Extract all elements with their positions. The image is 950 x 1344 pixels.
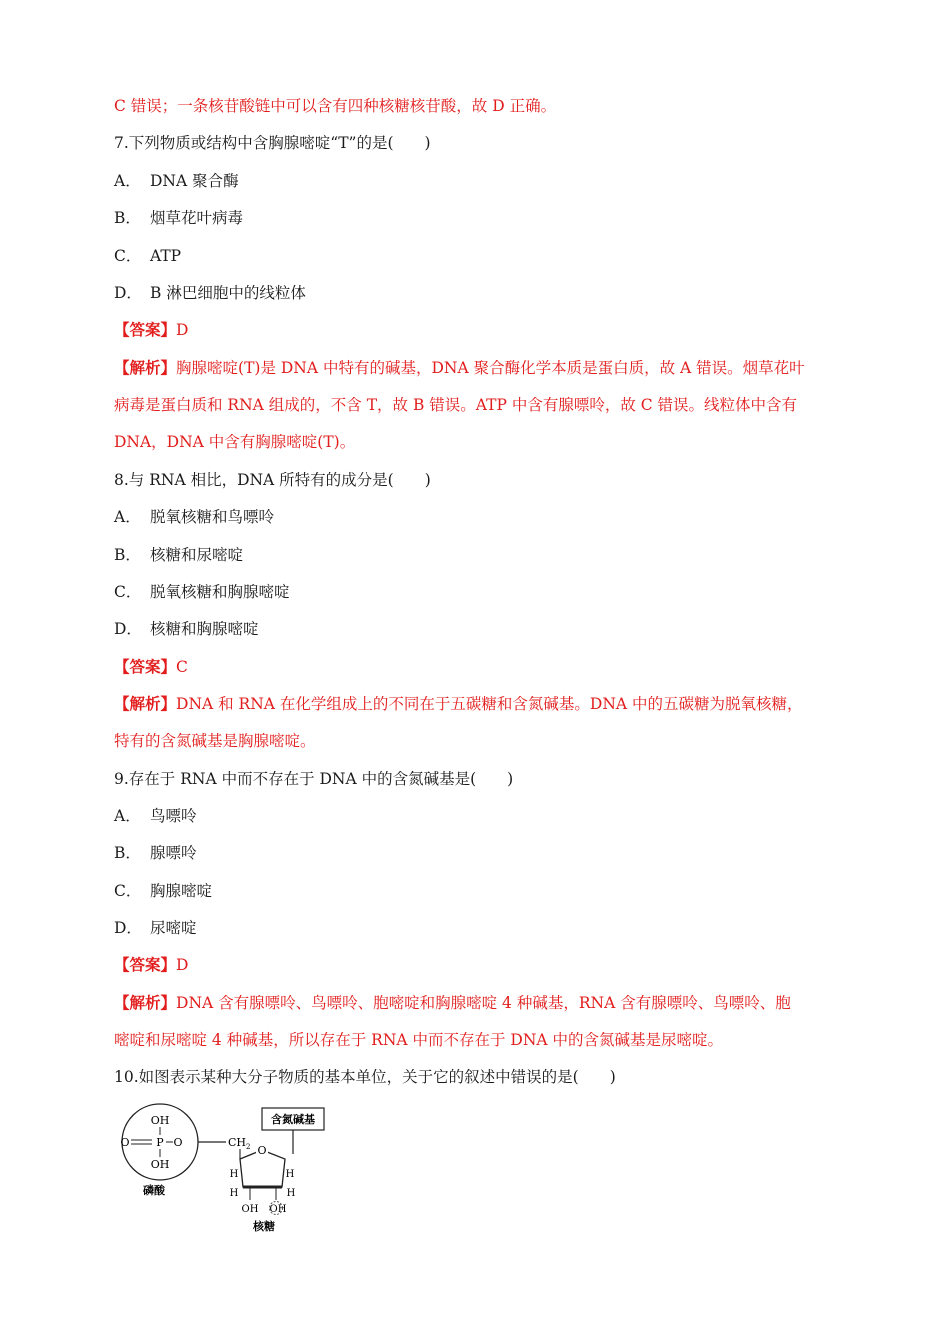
phosphate-oh-top: OH [150, 1114, 170, 1127]
option-letter: C． [114, 247, 142, 265]
h-label-2: H [285, 1169, 295, 1180]
q9-option-a [114, 806, 197, 826]
answer-value: D [176, 956, 189, 974]
option-letter: B． [114, 844, 141, 862]
q8-option-c [114, 582, 290, 602]
q7-option-c [114, 246, 181, 266]
option-letter: D． [114, 919, 142, 937]
h-label-3: H [229, 1188, 239, 1199]
sugar-oh-left: OH [241, 1204, 259, 1215]
answer-tag: 【答案】 [114, 955, 177, 974]
q7-stem: 7.下列物质或结构中含胸腺嘧啶“T”的是( ) [114, 134, 431, 152]
ch2-label [228, 1136, 250, 1151]
q8-option-b [114, 545, 243, 565]
phosphate-o-right: O [173, 1136, 183, 1149]
answer-value: D [176, 321, 189, 339]
option-text: B 淋巴细胞中的线粒体 [150, 284, 306, 302]
analysis-text: DNA 含有腺嘌呤、鸟嘌呤、胞嘧啶和胸腺嘧啶 4 种碱基，RNA 含有腺嘌呤、鸟嘌呤、胞 [176, 994, 791, 1012]
h-label-1: H [229, 1169, 239, 1180]
q7-option-d [114, 283, 306, 303]
q9-option-b [114, 843, 197, 863]
q9-analysis-line-1 [114, 993, 791, 1013]
option-text: 核糖和胸腺嘧啶 [150, 620, 259, 638]
q7-option-b [114, 208, 243, 228]
option-letter: A． [114, 508, 141, 526]
q7-analysis-line-3: DNA，DNA 中含有胸腺嘧啶(T)。 [114, 433, 356, 451]
sugar-oh-right: OH [269, 1204, 287, 1215]
option-text: ATP [150, 247, 182, 265]
option-text: 烟草花叶病毒 [150, 209, 244, 227]
analysis-tag: 【解析】 [114, 993, 177, 1012]
option-text: 脱氧核糖和胸腺嘧啶 [150, 583, 290, 601]
option-letter: C． [114, 882, 142, 900]
option-letter: A． [114, 807, 141, 825]
h-label-4: H [286, 1188, 296, 1199]
base-label: 含氮碱基 [271, 1113, 315, 1126]
q9-answer [114, 955, 188, 975]
option-text: 核糖和尿嘧啶 [150, 546, 244, 564]
option-letter: A． [114, 172, 141, 190]
q7-analysis-line-2: 病毒是蛋白质和 RNA 组成的，不含 T，故 B 错误。ATP 中含有腺嘌呤，故 C 错误。线粒体中含有 [114, 396, 798, 414]
answer-tag: 【答案】 [114, 657, 177, 676]
phosphate-o-left: O [120, 1136, 130, 1149]
ch2-text: CH [228, 1136, 247, 1149]
option-letter: D． [114, 284, 142, 302]
q8-analysis-line-1 [114, 694, 803, 714]
q8-option-d [114, 619, 259, 639]
nucleotide-diagram [110, 1102, 340, 1242]
answer-value: C [176, 658, 188, 676]
option-text: 脱氧核糖和鸟嘌呤 [150, 508, 275, 526]
ring-o-atom: O [257, 1144, 267, 1157]
q10-stem: 10.如图表示某种大分子物质的基本单位，关于它的叙述中错误的是( ) [114, 1068, 616, 1086]
option-text: 胸腺嘧啶 [150, 882, 213, 900]
q8-answer [114, 657, 188, 677]
analysis-text: 胸腺嘧啶(T)是 DNA 中特有的碱基，DNA 聚合酶化学本质是蛋白质，故 A 错误。烟草花叶 [176, 359, 805, 377]
option-letter: B． [114, 546, 141, 564]
ch2-subscript: 2 [246, 1143, 251, 1151]
phosphate-p-atom: P [156, 1136, 164, 1149]
analysis-text: DNA 和 RNA 在化学组成上的不同在于五碳糖和含氮碱基。DNA 中的五碳糖为脱氧核糖， [176, 695, 803, 713]
q7-answer [114, 320, 188, 340]
answer-tag: 【答案】 [114, 320, 177, 339]
q9-stem: 9.存在于 RNA 中而不存在于 DNA 中的含氮碱基是( ) [114, 770, 514, 788]
q8-stem: 8.与 RNA 相比，DNA 所特有的成分是( ) [114, 471, 431, 489]
option-letter: B． [114, 209, 141, 227]
option-text: 腺嘌呤 [150, 844, 197, 862]
option-letter: D． [114, 620, 142, 638]
intro-line: C 错误；一条核苷酸链中可以含有四种核糖核苷酸，故 D 正确。 [114, 97, 557, 115]
sugar-label: 核糖 [253, 1220, 275, 1233]
q9-option-d [114, 918, 197, 938]
q9-option-c [114, 881, 212, 901]
option-text: 鸟嘌呤 [150, 807, 197, 825]
analysis-tag: 【解析】 [114, 694, 177, 713]
q8-analysis-line-2: 特有的含氮碱基是胸腺嘧啶。 [114, 732, 316, 750]
option-text: DNA 聚合酶 [150, 172, 239, 190]
q9-analysis-line-2: 嘧啶和尿嘧啶 4 种碱基，所以存在于 RNA 中而不存在于 DNA 中的含氮碱基是尿嘧啶。 [114, 1031, 724, 1049]
option-letter: C． [114, 583, 142, 601]
option-text: 尿嘧啶 [150, 919, 197, 937]
q7-option-a [114, 171, 239, 191]
analysis-tag: 【解析】 [114, 358, 177, 377]
phosphate-oh-bottom: OH [150, 1158, 170, 1171]
phosphate-label: 磷酸 [143, 1184, 165, 1197]
q8-option-a [114, 507, 274, 527]
q7-analysis-line-1 [114, 358, 805, 378]
